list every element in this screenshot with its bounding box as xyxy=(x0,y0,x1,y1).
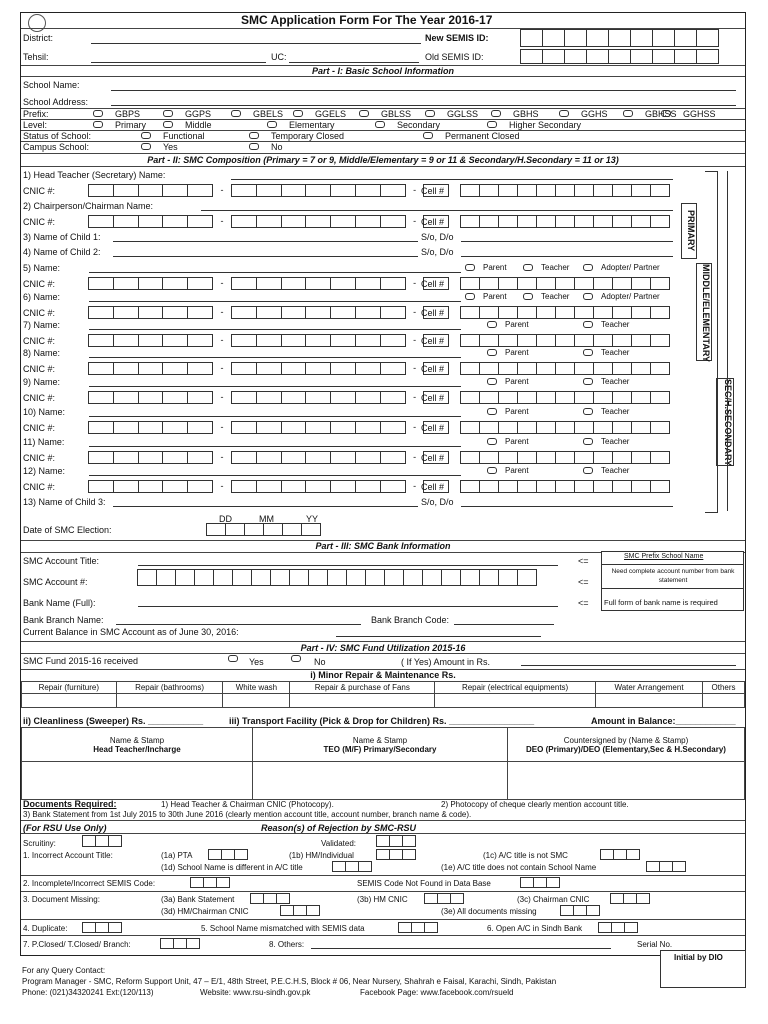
school-name-field[interactable] xyxy=(111,90,736,91)
member-7-cell-boxes[interactable] xyxy=(461,334,670,347)
member-8-parent-checkbox[interactable] xyxy=(487,349,497,356)
dd-label: DD xyxy=(219,514,232,524)
footer-phone: Phone: (021)34320241 Ext:(120/113) xyxy=(22,988,154,997)
member-7-cnic-label: CNIC #: xyxy=(23,336,56,346)
member-7-parent-checkbox[interactable] xyxy=(487,321,497,328)
sign1-space[interactable] xyxy=(22,762,253,800)
reason-3e-boxes[interactable] xyxy=(561,905,600,916)
head-teacher-cell-boxes[interactable] xyxy=(461,184,670,197)
doc-3: 3) Bank Statement from 1st July 2015 to 30th June 2016 (clearly mention account title, account number, branch name & code). xyxy=(23,810,472,819)
repair-col-0: Repair (furniture) xyxy=(22,682,117,694)
level-label-0: Primary xyxy=(115,120,146,130)
member-6-cell-boxes[interactable] xyxy=(461,306,670,319)
part1-heading: Part - I: Basic School Information xyxy=(311,66,455,76)
reason-4-boxes[interactable] xyxy=(83,922,122,933)
account-number-boxes[interactable] xyxy=(138,569,537,586)
scrutiny-label: Scruitiny: xyxy=(23,839,56,848)
level-label-1: Middle xyxy=(185,120,212,130)
level-label: Level: xyxy=(23,120,48,130)
tab-middle-elementary: MIDDLE/ELEMENTARY xyxy=(696,263,712,361)
member-10-teacher-label: Teacher xyxy=(601,407,630,416)
reason-3e: (3e) All documents missing xyxy=(441,907,537,916)
member-10-field[interactable] xyxy=(89,416,461,417)
member-9-field[interactable] xyxy=(89,386,461,387)
member-10-cnic-boxes[interactable]: - - xyxy=(89,421,449,434)
reason-1a-boxes[interactable] xyxy=(209,849,248,860)
reason-3c: (3c) Chairman CNIC xyxy=(517,895,590,904)
scrutiny-boxes[interactable] xyxy=(83,835,122,847)
member-9-cell-label: Cell # xyxy=(421,393,445,403)
member-10-cell-boxes[interactable] xyxy=(461,421,670,434)
member-6-adopter-checkbox[interactable] xyxy=(583,293,593,300)
member-12-cnic-label: CNIC #: xyxy=(23,482,56,492)
status-label-1: Temporary Closed xyxy=(271,131,345,141)
fund-yes-checkbox[interactable] xyxy=(228,655,238,662)
serial-no-label: Serial No. xyxy=(637,940,673,949)
prefix-checkbox-5[interactable] xyxy=(425,110,435,117)
fund-yes-label: Yes xyxy=(249,657,264,667)
school-name-label: School Name: xyxy=(23,80,80,90)
member-11-cnic-boxes[interactable]: - - xyxy=(89,451,449,464)
level-checkbox-4[interactable] xyxy=(487,121,497,128)
level-label-4: Higher Secondary xyxy=(509,120,582,130)
child3-label: 13) Name of Child 3: xyxy=(23,497,106,507)
member-11-cnic-label: CNIC #: xyxy=(23,453,56,463)
reason-6-boxes[interactable] xyxy=(599,922,638,933)
member-12-label: 12) Name: xyxy=(23,466,66,476)
tehsil-label: Tehsil: xyxy=(23,52,49,62)
sign2-space[interactable] xyxy=(253,762,508,800)
old-semis-label: Old SEMIS ID: xyxy=(425,52,484,62)
prefix-checkbox-2[interactable] xyxy=(231,110,241,117)
smc-application-form xyxy=(20,12,746,956)
head-teacher-field[interactable] xyxy=(231,179,673,180)
member-10-cnic-label: CNIC #: xyxy=(23,423,56,433)
prefix-checkbox-7[interactable] xyxy=(559,110,569,117)
reason-5-boxes[interactable] xyxy=(399,922,438,933)
repair-amount-0[interactable] xyxy=(22,694,117,708)
member-12-teacher-checkbox[interactable] xyxy=(583,467,593,474)
signature-table xyxy=(21,727,745,800)
member-8-cell-label: Cell # xyxy=(421,364,445,374)
reason-3d: (3d) HM/Chairman CNIC xyxy=(161,907,249,916)
branch-code-label: Bank Branch Code: xyxy=(371,615,450,625)
member-6-adopter-label: Adopter/ Partner xyxy=(601,292,660,301)
mm-label: MM xyxy=(259,514,274,524)
child2-label: 4) Name of Child 2: xyxy=(23,247,101,257)
status-checkbox-0[interactable] xyxy=(141,132,151,139)
head-teacher-label: 1) Head Teacher (Secretary) Name: xyxy=(23,170,166,180)
doc-2: 2) Photocopy of cheque clearly mention account title. xyxy=(441,800,629,809)
prefix-label-2: GBELS xyxy=(253,109,284,119)
note-bank: Full form of bank name is required xyxy=(604,598,718,607)
school-address-label: School Address: xyxy=(23,97,89,107)
member-11-field[interactable] xyxy=(89,446,461,447)
member-12-cell-boxes[interactable] xyxy=(461,480,670,493)
doc-1: 1) Head Teacher & Chairman CNIC (Photocopy). xyxy=(161,800,334,809)
reason-1: 1. Incorrect Account Title: xyxy=(23,851,113,860)
child3-sodo-field[interactable] xyxy=(461,506,673,507)
member-8-label: 8) Name: xyxy=(23,348,61,358)
member-5-parent-checkbox[interactable] xyxy=(465,264,475,271)
child1-sodo-field[interactable] xyxy=(461,241,673,242)
status-label: Status of School: xyxy=(23,131,92,141)
child2-sodo-field[interactable] xyxy=(461,256,673,257)
member-9-cell-boxes[interactable] xyxy=(461,391,670,404)
docs-heading: Documents Required: xyxy=(23,799,117,809)
member-12-field[interactable] xyxy=(89,475,461,476)
sign3-space[interactable] xyxy=(508,762,745,800)
campus-label-0: Yes xyxy=(163,142,178,152)
repair-col-2: White wash xyxy=(223,682,290,694)
member-5-adopter-checkbox[interactable] xyxy=(583,264,593,271)
level-checkbox-1[interactable] xyxy=(163,121,173,128)
repair-amount-6[interactable] xyxy=(703,694,745,708)
district-field[interactable] xyxy=(91,43,421,44)
member-11-label: 11) Name: xyxy=(23,437,65,447)
prefix-checkbox-8[interactable] xyxy=(623,110,633,117)
uc-label: UC: xyxy=(271,52,287,62)
member-7-teacher-checkbox[interactable] xyxy=(583,321,593,328)
prefix-checkbox-9[interactable] xyxy=(661,110,671,117)
transport-label: iii) Transport Facility (Pick & Drop for Children) Rs. _________________ xyxy=(229,716,535,726)
member-5-cnic-label: CNIC #: xyxy=(23,279,56,289)
member-9-cnic-label: CNIC #: xyxy=(23,393,56,403)
reason-2b-boxes[interactable] xyxy=(521,877,560,888)
member-5-cnic-boxes[interactable]: - - xyxy=(89,277,449,290)
status-checkbox-2[interactable] xyxy=(423,132,433,139)
arrow-2: <= xyxy=(578,577,589,587)
member-12-parent-checkbox[interactable] xyxy=(487,467,497,474)
prefix-label-7: GGHS xyxy=(581,109,608,119)
reason-4: 4. Duplicate: xyxy=(23,924,68,933)
head-teacher-cell-label: Cell # xyxy=(421,186,445,196)
prefix-checkbox-0[interactable] xyxy=(93,110,103,117)
account-no-label: SMC Account #: xyxy=(23,577,88,587)
footer-facebook[interactable]: Facebook Page: www.facebook.com/rsueld xyxy=(360,988,514,997)
prefix-label-3: GGELS xyxy=(315,109,347,119)
member-10-label: 10) Name: xyxy=(23,407,66,417)
repair-amount-5[interactable] xyxy=(595,694,702,708)
branch-name-field[interactable] xyxy=(116,624,361,625)
status-label-2: Permanent Closed xyxy=(445,131,520,141)
level-label-2: Elementary xyxy=(289,120,335,130)
bank-name-field[interactable] xyxy=(138,606,558,607)
member-8-cnic-label: CNIC #: xyxy=(23,364,56,374)
prefix-checkbox-6[interactable] xyxy=(491,110,501,117)
repair-col-3: Repair & purchase of Fans xyxy=(290,682,435,694)
member-12-parent-label: Parent xyxy=(505,466,529,475)
reason-1c-boxes[interactable] xyxy=(601,849,640,860)
member-12-teacher-label: Teacher xyxy=(601,466,630,475)
school-address-field[interactable] xyxy=(111,105,736,106)
member-10-parent-checkbox[interactable] xyxy=(487,408,497,415)
rejection-heading: Reason(s) of Rejection by SMC-RSU xyxy=(261,823,417,833)
member-7-teacher-label: Teacher xyxy=(601,320,630,329)
member-11-parent-checkbox[interactable] xyxy=(487,438,497,445)
sign2-top: Name & Stamp xyxy=(352,735,408,745)
election-date-label: Date of SMC Election: xyxy=(23,525,112,535)
member-9-parent-label: Parent xyxy=(505,377,529,386)
footer-website[interactable]: Website: www.rsu-sindh.gov.pk xyxy=(200,988,311,997)
member-11-cell-label: Cell # xyxy=(421,453,445,463)
reason-2: 2. Incomplete/Incorrect SEMIS Code: xyxy=(23,879,156,888)
reason-1e: (1e) A/C title does not contain School Name xyxy=(441,863,597,872)
member-7-cnic-boxes[interactable]: - - xyxy=(89,334,449,347)
level-label-3: Secondary xyxy=(397,120,441,130)
repair-amount-3[interactable] xyxy=(290,694,435,708)
amount-label: ( If Yes) Amount in Rs. xyxy=(401,657,491,667)
uc-field[interactable] xyxy=(289,62,419,63)
prefix-label-5: GGLSS xyxy=(447,109,479,119)
member-10-cell-label: Cell # xyxy=(421,423,445,433)
campus-checkbox-1[interactable] xyxy=(249,143,259,150)
chairperson-cnic-label: CNIC #: xyxy=(23,217,56,227)
sign1-top: Name & Stamp xyxy=(109,735,165,745)
reason-3a-boxes[interactable] xyxy=(251,893,290,904)
member-6-cnic-boxes[interactable]: - - xyxy=(89,306,449,319)
reason-3a: (3a) Bank Statement xyxy=(161,895,235,904)
district-label: District: xyxy=(23,33,53,43)
reason-7: 7. P.Closed/ T.Closed/ Branch: xyxy=(23,940,131,949)
reason-1b: (1b) HM/Individual xyxy=(289,851,354,860)
tehsil-field[interactable] xyxy=(91,62,266,63)
initial-dio-label: Initial by DIO xyxy=(674,953,723,962)
reason-5: 5. School Name mismatched with SEMIS data xyxy=(201,924,365,933)
child3-sodo: S/o, D/o xyxy=(421,497,454,507)
prefix-label-8: GBHSS xyxy=(645,109,677,119)
old-semis-boxes[interactable] xyxy=(521,49,719,64)
repair-amount-4[interactable] xyxy=(435,694,596,708)
level-checkbox-0[interactable] xyxy=(93,121,103,128)
level-checkbox-3[interactable] xyxy=(375,121,385,128)
head-teacher-cnic-boxes[interactable]: - - xyxy=(89,184,449,197)
member-8-teacher-label: Teacher xyxy=(601,348,630,357)
member-6-teacher-checkbox[interactable] xyxy=(523,293,533,300)
member-5-field[interactable] xyxy=(89,272,461,273)
reason-3: 3. Document Missing: xyxy=(23,895,100,904)
reason-3c-boxes[interactable] xyxy=(611,893,650,904)
amount-balance-label: Amount in Balance:____________ xyxy=(591,716,736,726)
status-checkbox-1[interactable] xyxy=(249,132,259,139)
reason-3b-boxes[interactable] xyxy=(425,893,464,904)
member-6-parent-checkbox[interactable] xyxy=(465,293,475,300)
sign2-label: TEO (M/F) Primary/Secondary xyxy=(323,744,437,754)
member-6-teacher-label: Teacher xyxy=(541,292,570,301)
prefix-label: Prefix: xyxy=(23,109,49,119)
child2-sodo: S/o, D/o xyxy=(421,247,454,257)
member-9-teacher-label: Teacher xyxy=(601,377,630,386)
balance-field[interactable] xyxy=(336,636,541,637)
part3-heading: Part - III: SMC Bank Information xyxy=(315,541,451,551)
branch-code-field[interactable] xyxy=(454,624,554,625)
member-5-cell-label: Cell # xyxy=(421,279,445,289)
head-teacher-cnic-label: CNIC #: xyxy=(23,186,56,196)
chairperson-cnic-boxes[interactable]: - - xyxy=(89,215,449,228)
member-8-cnic-boxes[interactable]: - - xyxy=(89,362,449,375)
member-10-parent-label: Parent xyxy=(505,407,529,416)
footer-address: Program Manager - SMC, Reform Support Unit, 47 – E/1, 48th Street, P.E.C.H.S, Block # 06, Near Nursery, Shahrah e Faisal, Karachi, Sindh, Pakistan xyxy=(22,977,557,986)
repair-amount-1[interactable] xyxy=(116,694,223,708)
reason-8: 8. Others: xyxy=(269,940,305,949)
prefix-label-6: GBHS xyxy=(513,109,539,119)
note-account: Need complete account number from bank statement xyxy=(611,568,735,584)
arrow-3: <= xyxy=(578,598,589,608)
footer-query: For any Query Contact: xyxy=(22,966,106,975)
member-5-teacher-label: Teacher xyxy=(541,263,570,272)
reason-1d-boxes[interactable] xyxy=(333,861,372,872)
child1-label: 3) Name of Child 1: xyxy=(23,232,101,242)
member-7-field[interactable] xyxy=(89,329,461,330)
member-6-cell-label: Cell # xyxy=(421,308,445,318)
new-semis-boxes[interactable] xyxy=(521,29,719,47)
member-8-teacher-checkbox[interactable] xyxy=(583,349,593,356)
member-8-cell-boxes[interactable] xyxy=(461,362,670,375)
repair-col-1: Repair (bathrooms) xyxy=(116,682,223,694)
new-semis-label: New SEMIS ID: xyxy=(425,33,489,43)
member-6-label: 6) Name: xyxy=(23,292,61,302)
member-9-parent-checkbox[interactable] xyxy=(487,378,497,385)
member-6-field[interactable] xyxy=(89,301,461,302)
level-checkbox-2[interactable] xyxy=(267,121,277,128)
sign1-label: Head Teacher/Incharge xyxy=(93,744,181,754)
member-6-parent-label: Parent xyxy=(483,292,507,301)
member-5-teacher-checkbox[interactable] xyxy=(523,264,533,271)
validated-label: Validated: xyxy=(321,839,356,848)
tab-secondary: SEC/H.SECONDARY xyxy=(716,378,734,466)
sign3-top: Countersigned by (Name & Stamp) xyxy=(563,735,689,745)
child1-field[interactable] xyxy=(113,241,418,242)
branch-name-label: Bank Branch Name: xyxy=(23,615,104,625)
member-12-cnic-boxes[interactable]: - - xyxy=(89,480,449,493)
fund-no-checkbox[interactable] xyxy=(291,655,301,662)
member-9-label: 9) Name: xyxy=(23,377,61,387)
reason-3d-boxes[interactable] xyxy=(281,905,320,916)
chairperson-cell-label: Cell # xyxy=(421,217,445,227)
member-9-cnic-boxes[interactable]: - - xyxy=(89,391,449,404)
prefix-label-1: GGPS xyxy=(185,109,212,119)
prefix-checkbox-3[interactable] xyxy=(293,110,303,117)
member-7-cell-label: Cell # xyxy=(421,336,445,346)
reason-2-boxes[interactable] xyxy=(191,877,230,888)
chairperson-label: 2) Chairperson/Chairman Name: xyxy=(23,201,154,211)
amount-field[interactable] xyxy=(521,665,736,666)
balance-label: Current Balance in SMC Account as of June 30, 2016: xyxy=(23,627,239,637)
member-11-parent-label: Parent xyxy=(505,437,529,446)
rsu-only-label: (For RSU Use Only) xyxy=(23,823,107,833)
chairperson-cell-boxes[interactable] xyxy=(461,215,670,228)
part2-heading: Part - II: SMC Composition (Primary = 7 or 9, Middle/Elementary = 9 or 11 & Secondary/H.Secondary = 11 or 13) xyxy=(147,155,619,165)
reason-8-field[interactable] xyxy=(311,948,611,949)
reason-7-boxes[interactable] xyxy=(161,938,200,949)
reason-1a: (1a) PTA xyxy=(161,851,193,860)
repair-col-5: Water Arrangement xyxy=(595,682,702,694)
child2-field[interactable] xyxy=(113,256,418,257)
campus-label-1: No xyxy=(271,142,283,152)
campus-checkbox-0[interactable] xyxy=(141,143,151,150)
member-10-teacher-checkbox[interactable] xyxy=(583,408,593,415)
reason-1e-boxes[interactable] xyxy=(647,861,686,872)
yy-label: YY xyxy=(306,514,319,524)
validated-boxes[interactable] xyxy=(377,835,416,847)
chairperson-field[interactable] xyxy=(201,210,673,211)
reason-1c: (1c) A/C title is not SMC xyxy=(483,851,568,860)
cleanliness-label: ii) Cleanliness (Sweeper) Rs. ___________ xyxy=(23,716,204,726)
reason-2b: SEMIS Code Not Found in Data Base xyxy=(357,879,491,888)
fund-label: SMC Fund 2015-16 received xyxy=(23,656,139,666)
member-8-field[interactable] xyxy=(89,357,461,358)
account-title-field[interactable] xyxy=(138,565,558,566)
prefix-checkbox-1[interactable] xyxy=(163,110,173,117)
reason-3b: (3b) HM CNIC xyxy=(357,895,408,904)
repair-col-4: Repair (electrical equipments) xyxy=(435,682,596,694)
status-label-0: Functional xyxy=(163,131,205,141)
bank-name-label: Bank Name (Full): xyxy=(23,598,96,608)
prefix-label-4: GBLSS xyxy=(381,109,412,119)
sign3-label: DEO (Primary)/DEO (Elementary,Sec & H.Secondary) xyxy=(526,744,726,754)
child1-sodo: S/o, D/o xyxy=(421,232,454,242)
minor-repair-heading: i) Minor Repair & Maintenance Rs. xyxy=(310,670,456,680)
election-date-boxes[interactable] xyxy=(207,523,321,536)
member-5-parent-label: Parent xyxy=(483,263,507,272)
prefix-label-0: GBPS xyxy=(115,109,141,119)
repair-col-6: Others xyxy=(703,682,745,694)
member-6-cnic-label: CNIC #: xyxy=(23,308,56,318)
account-title-label: SMC Account Title: xyxy=(23,556,100,566)
reason-6: 6. Open A/C in Sindh Bank xyxy=(487,924,583,933)
member-7-parent-label: Parent xyxy=(505,320,529,329)
member-8-parent-label: Parent xyxy=(505,348,529,357)
form-title: SMC Application Form For The Year 2016-17 xyxy=(241,13,493,27)
note-prefix: SMC Prefix School Name xyxy=(624,553,704,560)
member-7-label: 7) Name: xyxy=(23,320,61,330)
member-9-teacher-checkbox[interactable] xyxy=(583,378,593,385)
fund-no-label: No xyxy=(314,657,326,667)
repair-amount-2[interactable] xyxy=(223,694,290,708)
member-12-cell-label: Cell # xyxy=(421,482,445,492)
child3-field[interactable] xyxy=(113,506,418,507)
prefix-checkbox-4[interactable] xyxy=(359,110,369,117)
part4-heading: Part - IV: SMC Fund Utilization 2015-16 xyxy=(300,643,466,653)
member-11-teacher-checkbox[interactable] xyxy=(583,438,593,445)
tab-primary: PRIMARY xyxy=(681,203,697,259)
repair-table xyxy=(21,681,745,708)
reason-1b-boxes[interactable] xyxy=(377,849,416,860)
prefix-label-9: GGHSS xyxy=(683,109,716,119)
member-5-adopter-label: Adopter/ Partner xyxy=(601,263,660,272)
member-5-cell-boxes[interactable] xyxy=(461,277,670,290)
campus-label: Campus School: xyxy=(23,142,90,152)
reason-1d: (1d) School Name is different in A/C title xyxy=(161,863,303,872)
member-11-teacher-label: Teacher xyxy=(601,437,630,446)
arrow-1: <= xyxy=(578,556,589,566)
member-11-cell-boxes[interactable] xyxy=(461,451,670,464)
member-5-label: 5) Name: xyxy=(23,263,61,273)
